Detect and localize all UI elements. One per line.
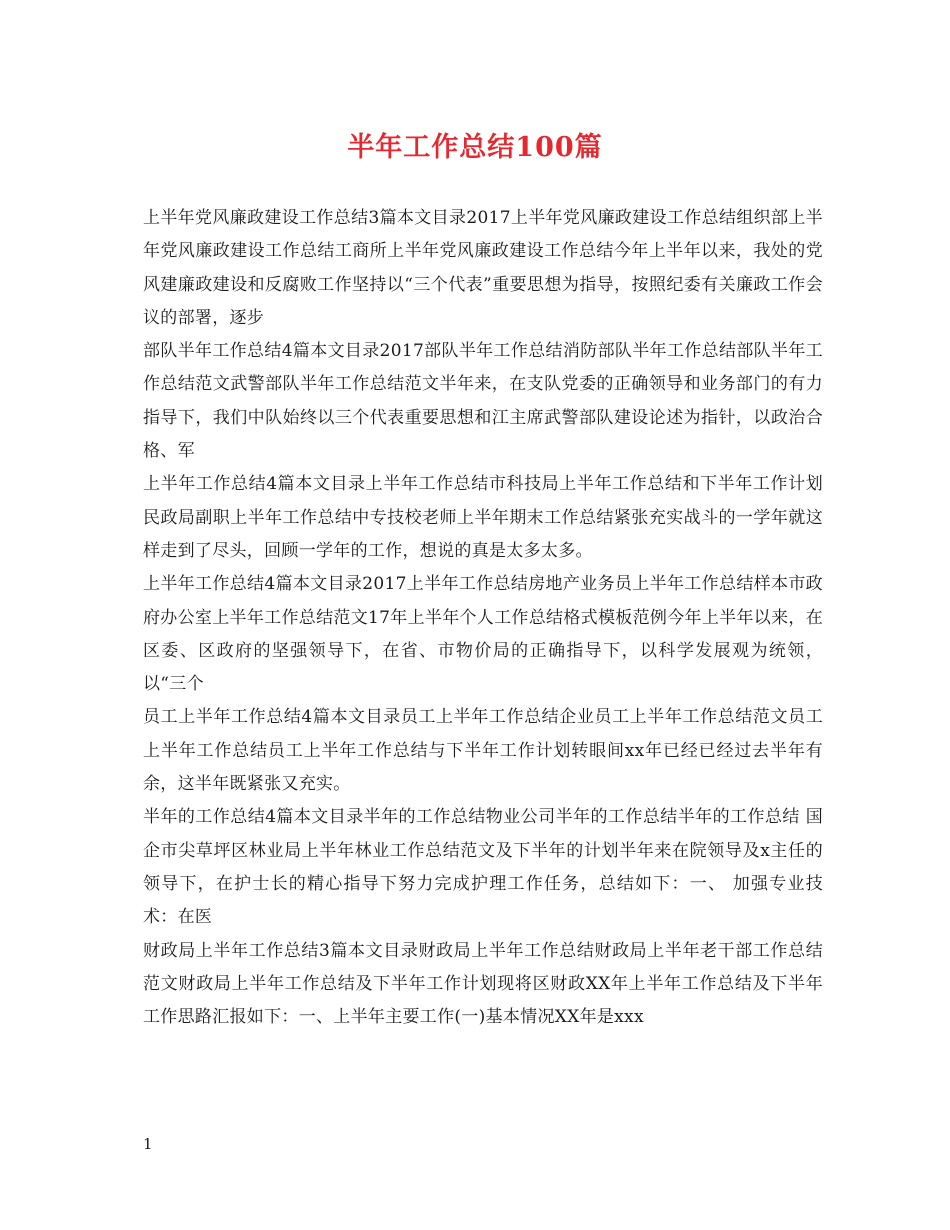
document-title: 半年工作总结100篇 [347,132,603,163]
paragraph: 上半年工作总结4篇本文目录2017上半年工作总结房地产业务员上半年工作总结样本市政府办公室上半年工作总结范文17年上半年个人工作总结格式模板范例今年上半年以来，在区委、区政府的坚强领导下，在省、市物价局的正确指导下，以科学发展观为统领，以“三个 [143,574,823,695]
paragraph: 员工上半年工作总结4篇本文目录员工上半年工作总结企业员工上半年工作总结范文员工上半年工作总结员工上半年工作总结与下半年工作计划转眼间xx年已经已经过去半年有余，这半年既紧张又充实。 [143,707,823,795]
paragraph: 财政局上半年工作总结3篇本文目录财政局上半年工作总结财政局上半年老干部工作总结范文财政局上半年工作总结及下半年工作计划现将区财政XX年上半年工作总结及下半年工作思路汇报如下：一、上半年主要工作(一)基本情况XX年是xxx [143,940,823,1028]
page-number: 1 [143,1135,153,1153]
paragraph: 部队半年工作总结4篇本文目录2017部队半年工作总结消防部队半年工作总结部队半年工作总结范文武警部队半年工作总结范文半年来，在支队党委的正确领导和业务部门的有力指导下，我们中队始终以三个代表重要思想和江主席武警部队建设论述为指针，以政治合格、军 [143,341,823,462]
paragraph: 上半年党风廉政建设工作总结3篇本文目录2017上半年党风廉政建设工作总结组织部上半年党风廉政建设工作总结工商所上半年党风廉政建设工作总结今年上半年以来，我处的党风建廉政建设和反腐败工作坚持以“三个代表”重要思想为指导，按照纪委有关廉政工作会议的部署，逐步 [143,208,823,328]
paragraph: 半年的工作总结4篇本文目录半年的工作总结物业公司半年的工作总结半年的工作总结 国企市尖草坪区林业局上半年林业工作总结范文及下半年的计划半年来在院领导及x主任的领导下，在护士长的精心指导下努力完成护理工作任务，总结如下：一、 加强专业技术：在医 [143,807,823,928]
document-body [143,202,823,1034]
paragraph: 上半年工作总结4篇本文目录上半年工作总结市科技局上半年工作总结和下半年工作计划民政局副职上半年工作总结中专技校老师上半年期末工作总结紧张充实战斗的一学年就这样走到了尽头，回顾一学年的工作，想说的真是太多太多。 [143,474,823,561]
